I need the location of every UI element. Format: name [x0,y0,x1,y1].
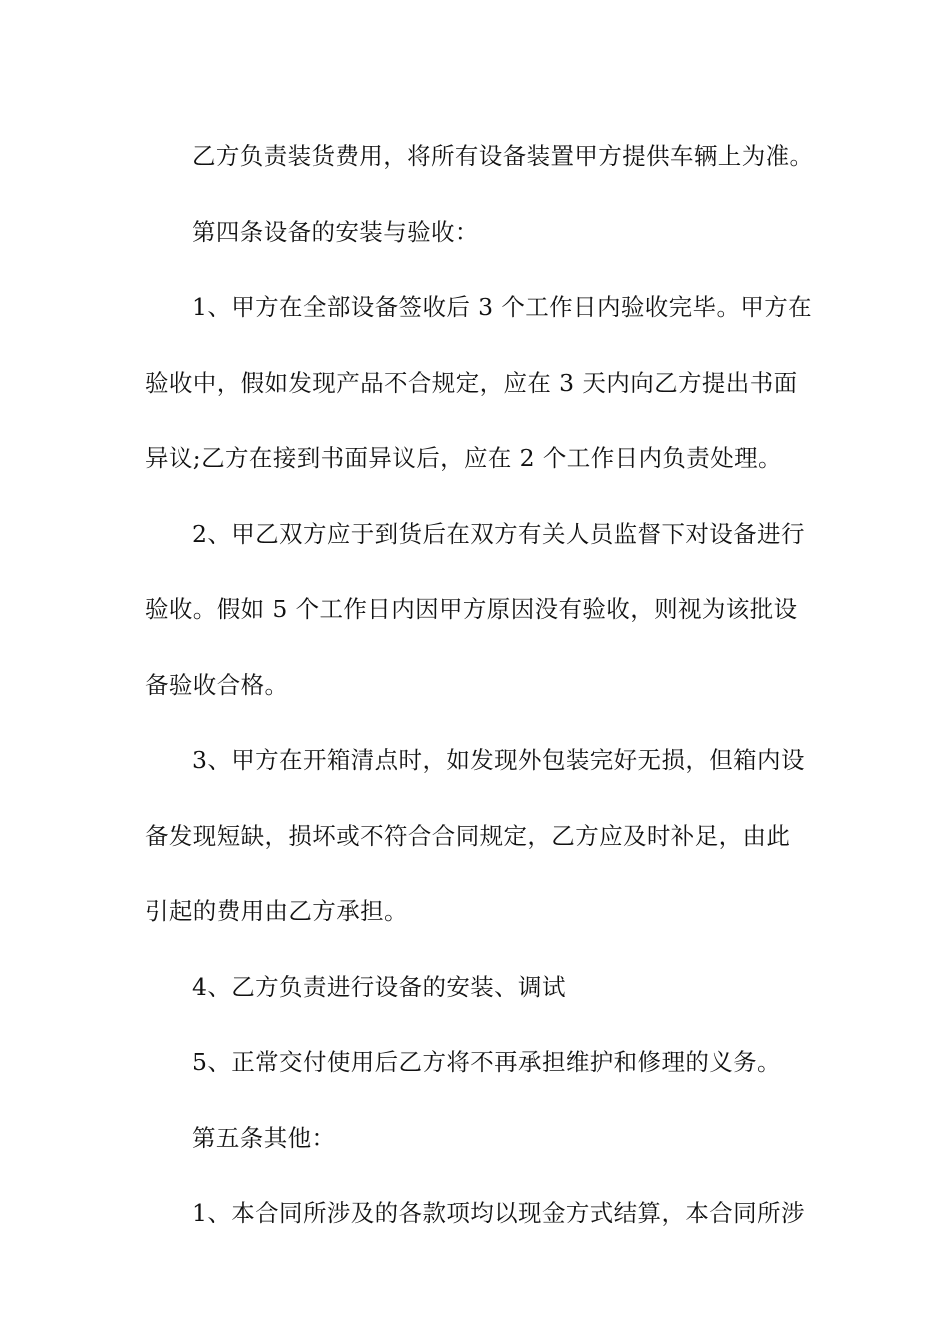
text-line: 1、甲方在全部设备签收后 3 个工作日内验收完毕。甲方在 [192,293,813,321]
text-line: 备发现短缺，损坏或不符合合同规定，乙方应及时补足，由此 [145,821,791,850]
text-line: 备验收合格。 [145,670,289,699]
text-line: 验收。假如 5 个工作日内因甲方原因没有验收，则视为该批设 [145,595,798,623]
text-line: 2、甲乙双方应于到货后在双方有关人员监督下对设备进行 [192,519,805,548]
section-heading-article-4: 第四条设备的安装与验收： [192,217,479,246]
text-line: 5、正常交付使用后乙方将不再承担维护和修理的义务。 [192,1048,781,1076]
document-body [145,128,814,1261]
text-line: 引起的费用由乙方承担。 [145,897,408,925]
text-line: 4、乙方负责进行设备的安装、调试 [192,972,566,1001]
text-line: 1、本合同所涉及的各款项均以现金方式结算，本合同所涉 [192,1199,805,1227]
text-line: 异议;乙方在接到书面异议后，应在 2 个工作日内负责处理。 [145,444,782,472]
text-line: 乙方负责装货费用，将所有设备装置甲方提供车辆上为准。 [192,142,814,170]
section-heading-article-5: 第五条其他： [192,1123,336,1152]
text-line: 验收中，假如发现产品不合规定，应在 3 天内向乙方提出书面 [145,368,798,397]
text-line: 3、甲方在开箱清点时，如发现外包装完好无损，但箱内设 [192,746,805,774]
